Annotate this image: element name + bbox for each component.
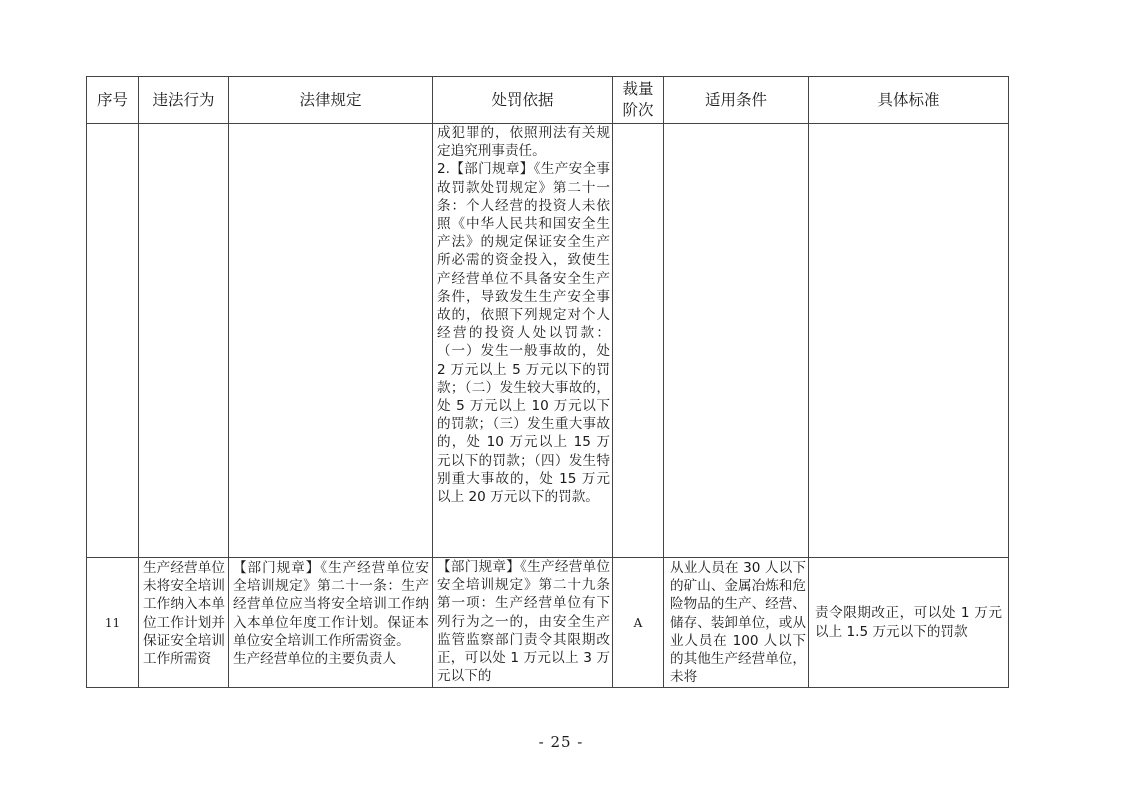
cell-level: A — [613, 558, 664, 688]
cell-standard: 责令限期改正，可以处 1 万元以上 1.5 万元以下的罚款 — [809, 558, 1009, 688]
header-basis: 处罚依据 — [433, 77, 613, 124]
cell-law — [229, 124, 433, 558]
header-law: 法律规定 — [229, 77, 433, 124]
cell-conditions — [664, 124, 809, 558]
header-num: 序号 — [87, 77, 139, 124]
header-violation: 违法行为 — [139, 77, 229, 124]
cell-basis: 成犯罪的，依照刑法有关规定追究刑事责任。 2.【部门规章】《生产安全事故罚款处罚规定》第二十一条：个人经营的投资人未依照《中华人民共和国安全生产法》的规定保证安全生产所必需的资金投入，致使生产经营单位不具备安全生产条件，导致发生生产安全事故的，依照下列规定对个人经营的投资人处以罚款：（一）发生一般事故的，处 2 万元以上 5 万元以下的罚款；（二）发生较大事故的，处 5 万元以上 10 万元以下的罚款；（三）发生重大事故的，处 10 万元以上 15 万元以下的罚款；（四）发生特别重大事故的，处 15 万元以上 20 万元以下的罚款。 — [433, 124, 613, 558]
cell-violation — [139, 124, 229, 558]
cell-basis: 【部门规章】《生产经营单位安全培训规定》第二十九条第一项：生产经营单位有下列行为之一的，由安全生产监管监察部门责令其限期改正，可以处 1 万元以上 3 万元以下的 — [433, 558, 613, 688]
header-standard: 具体标准 — [809, 77, 1009, 124]
cell-level — [613, 124, 664, 558]
header-level: 裁量阶次 — [613, 77, 664, 124]
table-row — [87, 124, 1009, 558]
header-conditions: 适用条件 — [664, 77, 809, 124]
cell-standard — [809, 124, 1009, 558]
cell-num: 11 — [87, 558, 139, 688]
table-row — [87, 558, 1009, 688]
penalty-standards-table — [86, 76, 1009, 688]
page-number: - 25 - — [538, 733, 584, 751]
cell-conditions: 从业人员在 30 人以下的矿山、金属冶炼和危险物品的生产、经营、储存、装卸单位，或从业人员在 100 人以下的其他生产经营单位，未将 — [664, 558, 809, 688]
cell-violation: 生产经营单位未将安全培训工作纳入本单位工作计划并保证安全培训工作所需资 — [139, 558, 229, 688]
cell-num — [87, 124, 139, 558]
table-header-row — [87, 77, 1009, 124]
cell-law: 【部门规章】《生产经营单位安全培训规定》第二十一条：生产经营单位应当将安全培训工作纳入本单位年度工作计划。保证本单位安全培训工作所需资金。 生产经营单位的主要负责人 — [229, 558, 433, 688]
